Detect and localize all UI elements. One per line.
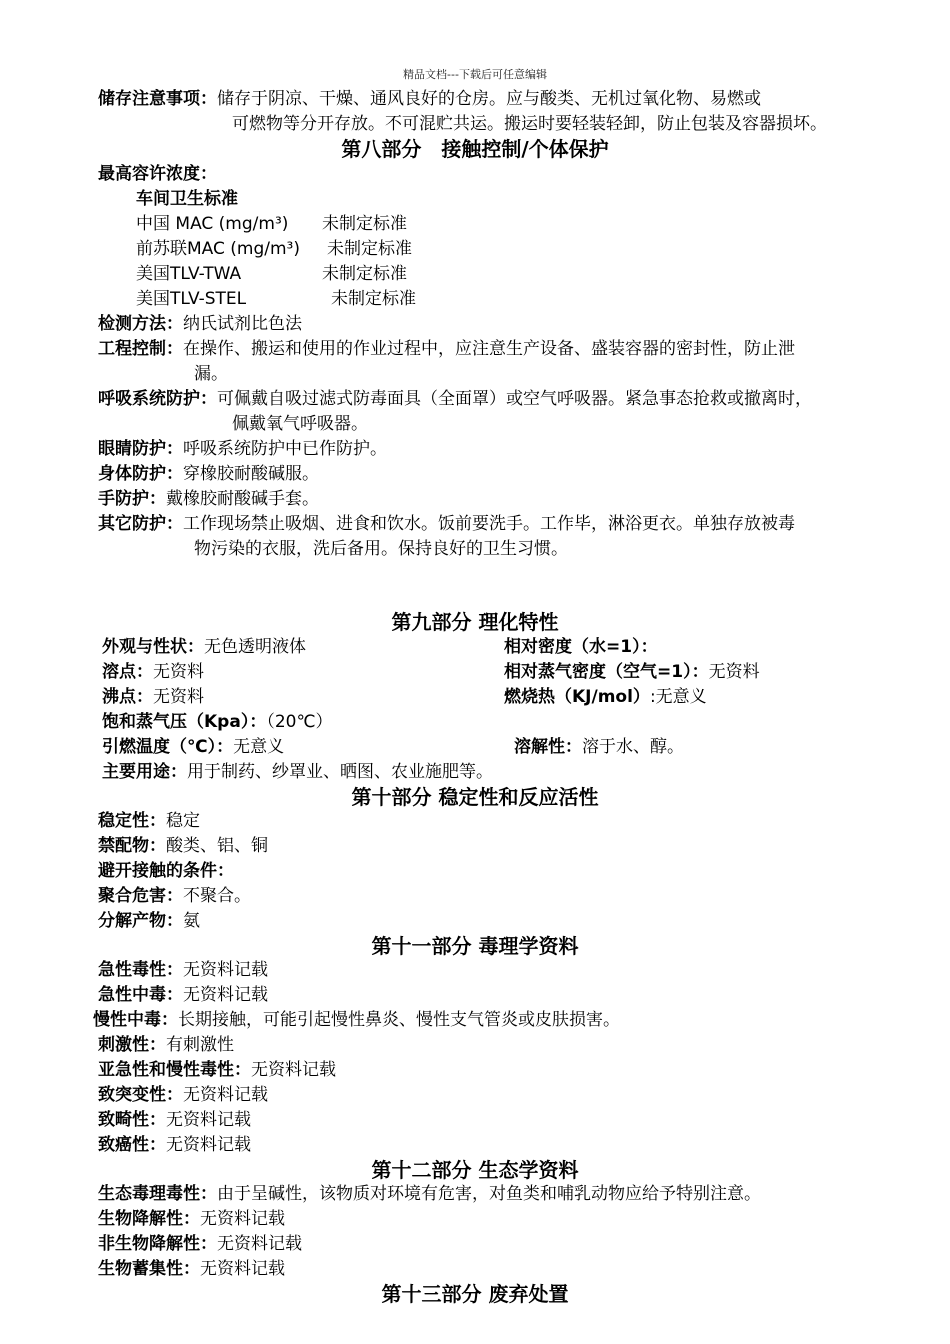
- body-text: 穿橡胶耐酸碱服。: [183, 464, 319, 484]
- mutagenic-line: [98, 1084, 268, 1106]
- carcinogenic-label: 致癌性：: [98, 1135, 166, 1155]
- bioacc-text: 无资料记载: [200, 1259, 285, 1279]
- subacute-line: [98, 1059, 336, 1081]
- other-line-1: [98, 513, 795, 535]
- biodeg-text: 无资料记载: [200, 1209, 285, 1229]
- appearance-line: [102, 636, 306, 658]
- stability-line: [98, 810, 200, 832]
- appearance-label: 外观与性状：: [102, 637, 204, 657]
- workshop-label: 车间卫生标准: [136, 189, 238, 209]
- combustion-line: [504, 686, 707, 708]
- acute-tox-line: [98, 959, 268, 981]
- resp-text-2: 佩戴氧气呼吸器。: [232, 414, 368, 434]
- vapor-pressure-label: 饱和蒸气压（Kpa）：: [102, 712, 267, 732]
- standard-name: 美国TLV-TWA: [136, 264, 242, 284]
- vapor-pressure-line: [102, 711, 333, 733]
- chronic-text: 长期接触，可能引起慢性鼻炎、慢性支气管炎或皮肤损害。: [178, 1010, 620, 1030]
- decomp-line: [98, 910, 200, 932]
- section-10-title: 第十部分 稳定性和反应活性: [351, 785, 599, 809]
- use-text: 用于制药、纱罩业、晒图、农业施肥等。: [187, 762, 493, 782]
- irritation-label: 刺激性：: [98, 1035, 166, 1055]
- standard-value: 未制定标准: [331, 289, 416, 309]
- section-12-title: 第十二部分 生态学资料: [371, 1158, 579, 1182]
- incompat-line: [98, 835, 268, 857]
- solubility-label: 溶解性：: [514, 737, 582, 757]
- acute-poison-line: [98, 984, 268, 1006]
- max-conc-label: 最高容许浓度：: [98, 164, 217, 184]
- section-8-title: 第八部分 接触控制/个体保护: [341, 137, 609, 161]
- detect-label: 检测方法：: [98, 314, 183, 334]
- standard-value: 未制定标准: [327, 239, 412, 259]
- decomp-text: 氨: [183, 911, 200, 931]
- standard-name: 美国TLV-STEL: [136, 289, 247, 309]
- section-11-title: 第十一部分 毒理学资料: [371, 934, 579, 958]
- storage-text-1: 储存于阴凉、干燥、通风良好的仓房。应与酸类、无机过氧化物、易燃或: [217, 89, 761, 109]
- vapor-density-line: [504, 661, 760, 683]
- acute-poison-label: 急性中毒：: [98, 985, 183, 1005]
- ignition-label: 引燃温度（℃）：: [102, 737, 234, 757]
- other-text-1: 工作现场禁止吸烟、进食和饮水。饭前要洗手。工作毕，淋浴更衣。单独存放被毒: [183, 514, 795, 534]
- carcinogenic-line: [98, 1134, 251, 1156]
- hand-line: [98, 488, 319, 510]
- eng-line-1: [98, 338, 795, 360]
- page-header: 精品文档---下载后可任意编辑: [403, 68, 547, 81]
- standard-value: 未制定标准: [322, 264, 407, 284]
- boiling-line: [102, 686, 204, 708]
- nonbiodeg-text: 无资料记载: [217, 1234, 302, 1254]
- nonbiodeg-line: [98, 1233, 302, 1255]
- stability-text: 稳定: [166, 811, 200, 831]
- hand-label: 手防护：: [98, 489, 166, 509]
- ecotox-line: [98, 1183, 761, 1205]
- ecotox-text: 由于呈碱性，该物质对环境有危害，对鱼类和哺乳动物应给予特别注意。: [217, 1184, 761, 1204]
- eye-text: 呼吸系统防护中已作防护。: [183, 439, 387, 459]
- standard-name: 中国 MAC (mg/m³): [136, 214, 289, 234]
- teratogenic-label: 致畸性：: [98, 1110, 166, 1130]
- chronic-line: [93, 1009, 620, 1031]
- nonbiodeg-label: 非生物降解性：: [98, 1234, 217, 1254]
- other-label: 其它防护：: [98, 514, 183, 534]
- mutagenic-label: 致突变性：: [98, 1085, 183, 1105]
- acute-tox-label: 急性毒性：: [98, 960, 183, 980]
- eng-label: 工程控制：: [98, 339, 183, 359]
- polymer-label: 聚合危害：: [98, 886, 183, 906]
- solubility-line: [514, 736, 684, 758]
- resp-label: 呼吸系统防护：: [98, 389, 217, 409]
- resp-text-1: 可佩戴自吸过滤式防毒面具（全面罩）或空气呼吸器。紧急事态抢救或撤离时，: [217, 389, 812, 409]
- eng-text-1: 在操作、搬运和使用的作业过程中，应注意生产设备、盛装容器的密封性，防止泄: [183, 339, 795, 359]
- vapor-density-text: 无资料: [708, 662, 760, 682]
- melting-line: [102, 661, 204, 683]
- detect-line: [98, 313, 302, 335]
- storage-text-2: 可燃物等分开存放。不可混贮共运。搬运时要轻装轻卸，防止包装及容器损坏。: [232, 114, 827, 134]
- solubility-text: 溶于水、醇。: [582, 737, 684, 757]
- bioacc-label: 生物蓄集性：: [98, 1259, 200, 1279]
- use-line: [102, 761, 493, 783]
- melting-text: 无资料: [153, 662, 204, 682]
- avoid-label: 避开接触的条件：: [98, 861, 234, 881]
- hand-text: 戴橡胶耐酸碱手套。: [166, 489, 319, 509]
- subacute-label: 亚急性和慢性毒性：: [98, 1060, 251, 1080]
- section-13-title: 第十三部分 废弃处置: [381, 1282, 569, 1306]
- boiling-label: 沸点：: [102, 687, 153, 707]
- appearance-text: 无色透明液体: [204, 637, 306, 657]
- subacute-text: 无资料记载: [251, 1060, 336, 1080]
- incompat-text: 酸类、铝、铜: [166, 836, 268, 856]
- chronic-label: 慢性中毒：: [93, 1010, 178, 1030]
- body-line: [98, 463, 319, 485]
- storage-line-1: [98, 88, 761, 110]
- carcinogenic-text: 无资料记载: [166, 1135, 251, 1155]
- ecotox-label: 生态毒理毒性：: [98, 1184, 217, 1204]
- storage-label: 储存注意事项：: [98, 89, 217, 109]
- irritation-line: [98, 1034, 234, 1056]
- polymer-text: 不聚合。: [183, 886, 251, 906]
- use-label: 主要用途：: [102, 762, 187, 782]
- polymer-line: [98, 885, 251, 907]
- biodeg-label: 生物降解性：: [98, 1209, 200, 1229]
- acute-tox-text: 无资料记载: [183, 960, 268, 980]
- combustion-label: 燃烧热（KJ/mol）: [504, 687, 650, 707]
- biodeg-line: [98, 1208, 285, 1230]
- teratogenic-line: [98, 1109, 251, 1131]
- irritation-text: 有刺激性: [166, 1035, 234, 1055]
- vapor-density-label: 相对蒸气密度（空气=1）：: [504, 662, 709, 682]
- detect-text: 纳氏试剂比色法: [183, 314, 302, 334]
- mutagenic-text: 无资料记载: [183, 1085, 268, 1105]
- density-label: 相对密度（水=1）：: [504, 637, 658, 657]
- acute-poison-text: 无资料记载: [183, 985, 268, 1005]
- combustion-text: :无意义: [649, 687, 707, 707]
- eng-text-2: 漏。: [194, 364, 228, 384]
- bioacc-line: [98, 1258, 285, 1280]
- incompat-label: 禁配物：: [98, 836, 166, 856]
- vapor-pressure-text: （20℃）: [266, 712, 333, 732]
- section-9-title: 第九部分 理化特性: [391, 610, 559, 634]
- ignition-text: 无意义: [233, 737, 285, 757]
- resp-line-1: [98, 388, 812, 410]
- teratogenic-text: 无资料记载: [166, 1110, 251, 1130]
- ignition-line: [102, 736, 284, 758]
- standard-value: 未制定标准: [322, 214, 407, 234]
- standard-name: 前苏联MAC (mg/m³): [136, 239, 300, 259]
- melting-label: 溶点：: [102, 662, 153, 682]
- eye-line: [98, 438, 387, 460]
- stability-label: 稳定性：: [98, 811, 166, 831]
- decomp-label: 分解产物：: [98, 911, 183, 931]
- boiling-text: 无资料: [153, 687, 204, 707]
- standard-row: [136, 213, 288, 235]
- body-label: 身体防护：: [98, 464, 183, 484]
- other-text-2: 物污染的衣服，洗后备用。保持良好的卫生习惯。: [194, 539, 568, 559]
- eye-label: 眼睛防护：: [98, 439, 183, 459]
